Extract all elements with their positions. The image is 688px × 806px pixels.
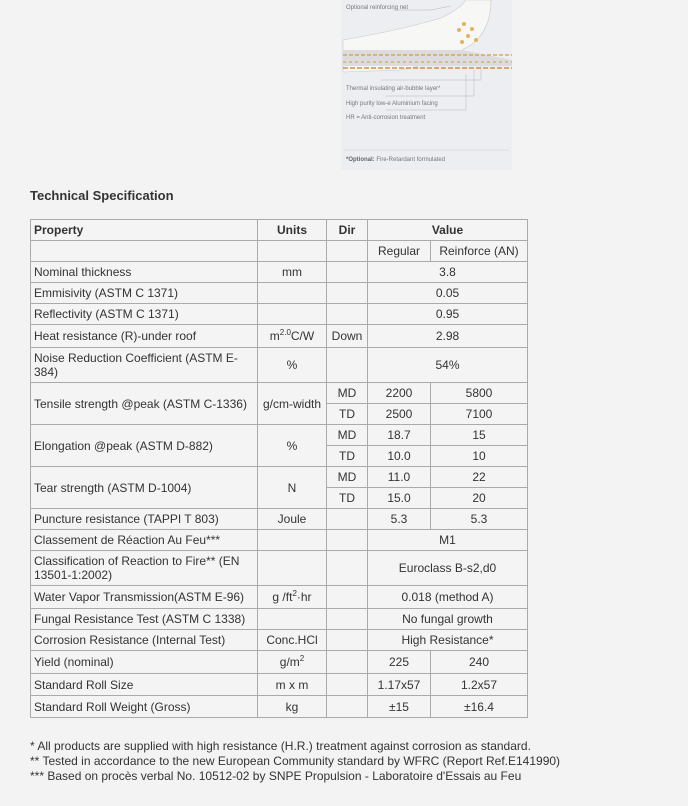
row-property: Classement de Réaction Au Feu*** xyxy=(31,530,258,551)
row-value-regular: 5.3 xyxy=(368,509,431,530)
table-row xyxy=(31,630,528,651)
footnote: *** Based on procès verbal No. 10512-02 by SNPE Propulsion - Laboratoire d'Essais au Feu xyxy=(30,769,522,783)
row-unit: % xyxy=(258,348,327,383)
label-optional-note: *Optional: Fire-Retardant formulated xyxy=(346,157,446,163)
row-unit: Joule xyxy=(258,509,327,530)
table-row xyxy=(31,509,528,530)
layer-illustration xyxy=(341,0,512,170)
table-row xyxy=(31,674,528,696)
row-property: Yield (nominal) xyxy=(31,651,258,674)
row-property: Noise Reduction Coefficient (ASTM E-384) xyxy=(31,348,258,383)
row-unit: g $/ft^2\cdot hr$ xyxy=(258,586,327,609)
row-value-reinforce: 15 xyxy=(431,425,528,446)
row-value-regular: 18.7 xyxy=(368,425,431,446)
row-value: 0.95 xyxy=(368,304,528,325)
row-value: 54% xyxy=(368,348,528,383)
row-value-regular: 11.0 xyxy=(368,467,431,488)
table-row xyxy=(31,262,528,283)
footnote: * All products are supplied with high resistance (H.R.) treatment against corrosion as standard. xyxy=(30,739,531,753)
label-reinforcing-net: Optional reinforcing net xyxy=(346,5,409,11)
header-value: Value xyxy=(368,220,528,241)
product-layer-diagram xyxy=(341,0,512,170)
row-value: 0.05 xyxy=(368,283,528,304)
header-regular: Regular xyxy=(368,241,431,262)
table-row xyxy=(31,348,528,383)
row-property: Water Vapor Transmission(ASTM E-96) xyxy=(31,586,258,609)
row-value-regular: ±15 xyxy=(368,696,431,718)
row-value-reinforce: 1.2x57 xyxy=(431,674,528,696)
row-property: Corrosion Resistance (Internal Test) xyxy=(31,630,258,651)
table-row xyxy=(31,651,528,674)
table-row xyxy=(31,696,528,718)
row-property: Heat resistance (R)-under roof xyxy=(31,325,258,348)
row-unit: m x m xyxy=(258,674,327,696)
row-property: Nominal thickness xyxy=(31,262,258,283)
row-value: No fungal growth xyxy=(368,609,528,630)
footnotes xyxy=(30,739,590,784)
row-value: Euroclass B-s2,d0 xyxy=(368,551,528,586)
table-row xyxy=(31,551,528,586)
row-property: Standard Roll Size xyxy=(31,674,258,696)
row-value-regular: 1.17x57 xyxy=(368,674,431,696)
row-property: Standard Roll Weight (Gross) xyxy=(31,696,258,718)
row-value: 0.018 (method A) xyxy=(368,586,528,609)
header-property: Property xyxy=(31,220,258,241)
table-row xyxy=(31,283,528,304)
row-unit: Conc.HCl xyxy=(258,630,327,651)
label-anti-corrosion: HR = Anti-corrosion treatment xyxy=(346,115,426,121)
row-value-reinforce: 240 xyxy=(431,651,528,674)
row-value-regular: 10.0 xyxy=(368,446,431,467)
table-row xyxy=(31,609,528,630)
row-unit: kg xyxy=(258,696,327,718)
header-dir: Dir xyxy=(327,220,368,241)
row-property: Puncture resistance (TAPPI T 803) xyxy=(31,509,258,530)
row-value-reinforce: 22 xyxy=(431,467,528,488)
label-aluminium: High purity low-e Aluminium facing xyxy=(346,101,438,107)
table-subheader-row xyxy=(31,241,528,262)
row-value: 3.8 xyxy=(368,262,528,283)
table-header-row xyxy=(31,220,528,241)
row-unit: mm xyxy=(258,262,327,283)
row-value-reinforce: 10 xyxy=(431,446,528,467)
row-property: Reflectivity (ASTM C 1371) xyxy=(31,304,258,325)
row-value: 2.98 xyxy=(368,325,528,348)
technical-spec-table xyxy=(30,219,528,718)
row-value-regular: 2500 xyxy=(368,404,431,425)
section-title: Technical Specification xyxy=(30,188,174,203)
row-value-regular: 2200 xyxy=(368,383,431,404)
row-value-reinforce: 5.3 xyxy=(431,509,528,530)
row-unit: g/cm-width xyxy=(258,383,327,425)
table-row xyxy=(31,325,528,348)
row-value-regular: 15.0 xyxy=(368,488,431,509)
row-value-reinforce: ±16.4 xyxy=(431,696,528,718)
row-value-reinforce: 5800 xyxy=(431,383,528,404)
row-value-reinforce: 7100 xyxy=(431,404,528,425)
label-air-bubble: Thermal insulating air-bubble layer* xyxy=(346,86,441,92)
row-dir: TD xyxy=(327,404,368,425)
table-row xyxy=(31,530,528,551)
table-row xyxy=(31,586,528,609)
table-row xyxy=(31,383,528,404)
row-value-regular: 225 xyxy=(368,651,431,674)
row-property: Fungal Resistance Test (ASTM C 1338) xyxy=(31,609,258,630)
table-row xyxy=(31,467,528,488)
row-value-reinforce: 20 xyxy=(431,488,528,509)
header-units: Units xyxy=(258,220,327,241)
footnote: ** Tested in accordance to the new European Community standard by WFRC (Report Ref.E141990) xyxy=(30,754,561,768)
row-unit: $g/m^2$ xyxy=(258,651,327,674)
header-reinforce: Reinforce (AN) xyxy=(431,241,528,262)
table-row xyxy=(31,304,528,325)
table-row xyxy=(31,425,528,446)
row-dir: MD xyxy=(327,467,368,488)
row-property: Elongation @peak (ASTM D-882) xyxy=(31,425,258,467)
row-dir: TD xyxy=(327,446,368,467)
row-value: M1 xyxy=(368,530,528,551)
row-dir: MD xyxy=(327,425,368,446)
row-dir: MD xyxy=(327,383,368,404)
row-property: Emmisivity (ASTM C 1371) xyxy=(31,283,258,304)
row-dir: TD xyxy=(327,488,368,509)
row-property: Tear strength (ASTM D-1004) xyxy=(31,467,258,509)
row-property: Tensile strength @peak (ASTM C-1336) xyxy=(31,383,258,425)
row-unit: $m^{2.0}C/W$ xyxy=(258,325,327,348)
row-dir: Down xyxy=(327,325,368,348)
row-unit: N xyxy=(258,467,327,509)
row-unit: % xyxy=(258,425,327,467)
row-property: Classification of Reaction to Fire** (EN 13501-1:2002) xyxy=(31,551,258,586)
row-value: High Resistance* xyxy=(368,630,528,651)
